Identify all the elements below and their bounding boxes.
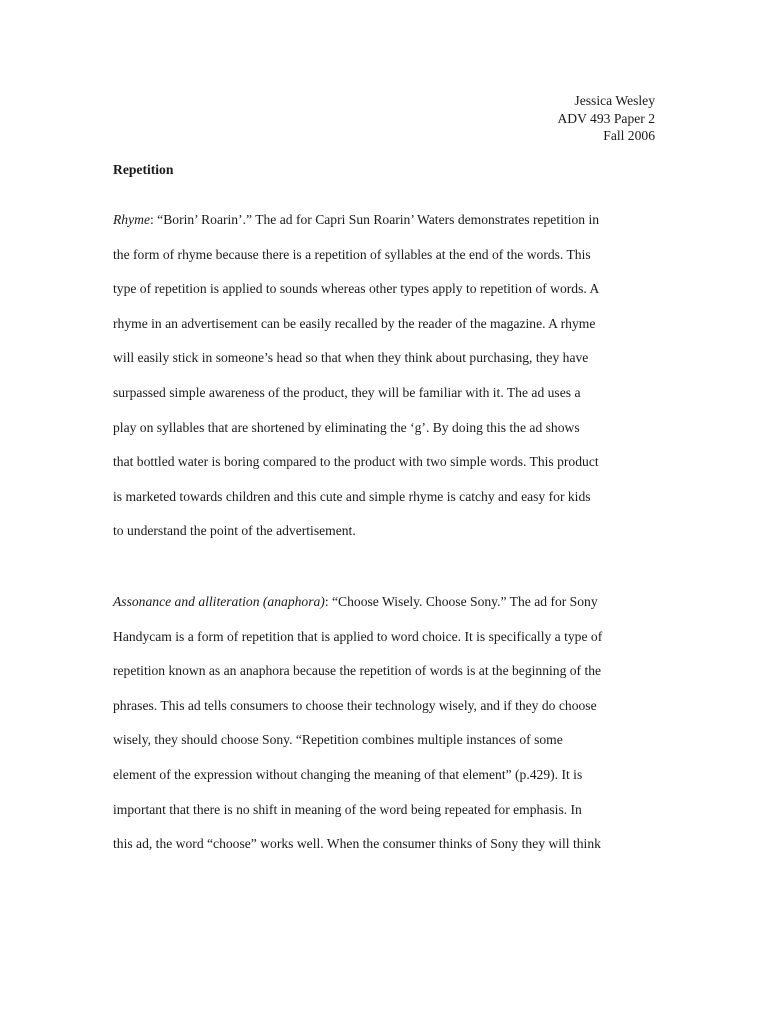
paragraph-line: will easily stick in someone’s head so that when they think about purchasing, they have [113,350,589,366]
paragraph-line: element of the expression without changing the meaning of that element” (p.429). It is [113,766,583,782]
paragraph-line: play on syllables that are shortened by eliminating the ‘g’. By doing this the ad shows [113,419,580,435]
paragraph-line: surpassed simple awareness of the product, they will be familiar with it. The ad uses a [113,384,581,400]
author-header [557,92,655,145]
paragraph-line: that bottled water is boring compared to the product with two simple words. This product [113,454,599,470]
author-name: Jessica Wesley [574,93,655,108]
paragraph-line: important that there is no shift in meaning of the word being repeated for emphasis. In [113,801,582,817]
section-heading: Repetition [113,162,174,177]
paragraph-line: wisely, they should choose Sony. “Repetition combines multiple instances of some [113,732,563,748]
paragraph-label: Assonance and alliteration (anaphora) [113,594,325,609]
term: Fall 2006 [603,128,655,143]
paragraph-line: to understand the point of the advertisement. [113,523,356,539]
line-text: : “Choose Wisely. Choose Sony.” The ad for Sony [324,594,598,609]
paragraph-line: rhyme in an advertisement can be easily recalled by the reader of the magazine. A rhyme [113,315,596,331]
paragraph-line: phrases. This ad tells consumers to choose their technology wisely, and if they do choose [113,697,597,713]
course-name: ADV 493 Paper 2 [557,110,655,126]
paragraph-rhyme [113,211,658,557]
paragraph-line: the form of rhyme because there is a repetition of syllables at the end of the words. This [113,246,591,262]
paragraph-line: this ad, the word “choose” works well. When the consumer thinks of Sony they will think [113,836,601,852]
line-text: : “Borin’ Roarin’.” The ad for Capri Sun Roarin’ Waters demonstrates repetition in [150,212,600,227]
paragraph-line: is marketed towards children and this cute and simple rhyme is catchy and easy for kids [113,488,591,504]
paragraph-line: Handycam is a form of repetition that is applied to word choice. It is specifically a type of [113,628,603,644]
paragraph-line: type of repetition is applied to sounds whereas other types apply to repetition of words. A [113,281,600,297]
paragraph-label: Rhyme [113,212,150,227]
paragraph-line [113,593,658,628]
paragraph-anaphora [113,593,658,870]
paragraph-line: repetition known as an anaphora because the repetition of words is at the beginning of the [113,663,602,679]
paragraph-line [113,211,658,246]
